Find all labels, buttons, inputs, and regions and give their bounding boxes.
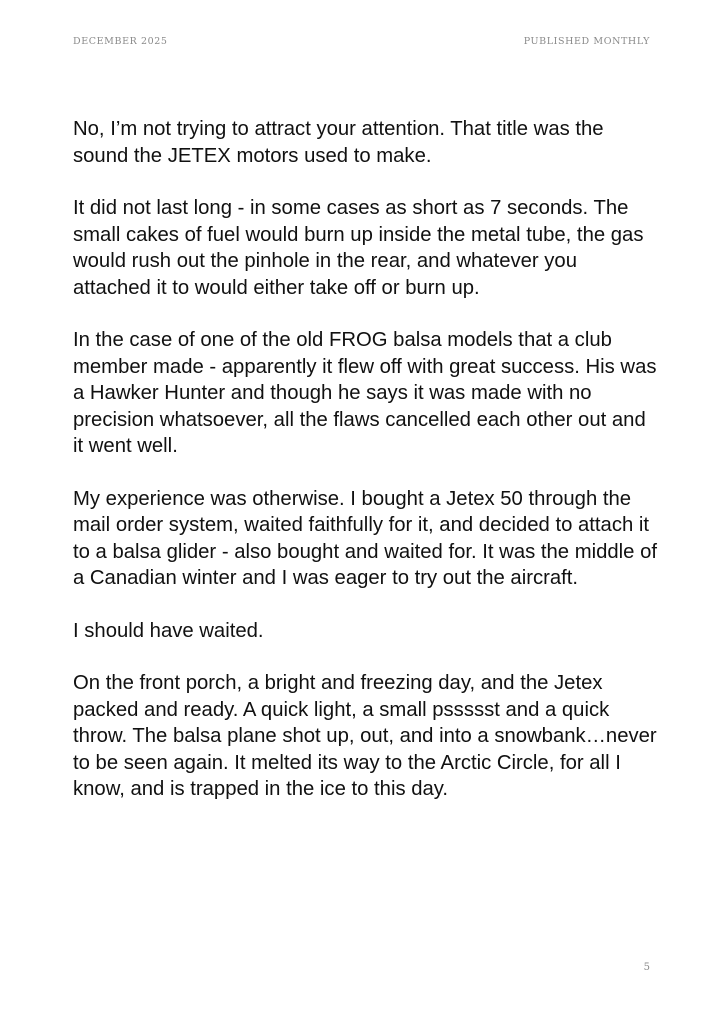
article-body	[73, 116, 658, 829]
paragraph: It did not last long - in some cases as short as 7 seconds. The small cakes of fuel would burn up inside the metal tube, the gas would rush out the pinhole in the rear, and whatever you attached it to would either take off or burn up.	[73, 197, 644, 299]
page-number: 5	[643, 962, 650, 973]
header-date: DECEMBER 2025	[73, 36, 168, 47]
running-header	[73, 36, 650, 52]
header-frequency: PUBLISHED MONTHLY	[523, 36, 650, 47]
paragraph: I should have waited.	[73, 619, 264, 642]
paragraph: On the front porch, a bright and freezing day, and the Jetex packed and ready. A quick light, a small pssssst and a quick throw. The balsa plane shot up, out, and into a snowbank…never to be seen again. It melted its way to the Arctic Circle, for all I know, and is trapped in the ice to this day.	[73, 672, 657, 800]
paragraph: My experience was otherwise. I bought a Jetex 50 through the mail order system, waited faithfully for it, and decided to attach it to a balsa glider - also bought and waited for. It was the middle of a Canadian winter and I was eager to try out the aircraft.	[73, 487, 657, 589]
paragraph: In the case of one of the old FROG balsa models that a club member made - apparently it flew off with great success. His was a Hawker Hunter and though he says it was made with no precision whatsoever, all the flaws cancelled each other out and it went well.	[73, 329, 657, 457]
paragraph: No, I’m not trying to attract your attention. That title was the sound the JETEX motors used to make.	[73, 118, 604, 167]
